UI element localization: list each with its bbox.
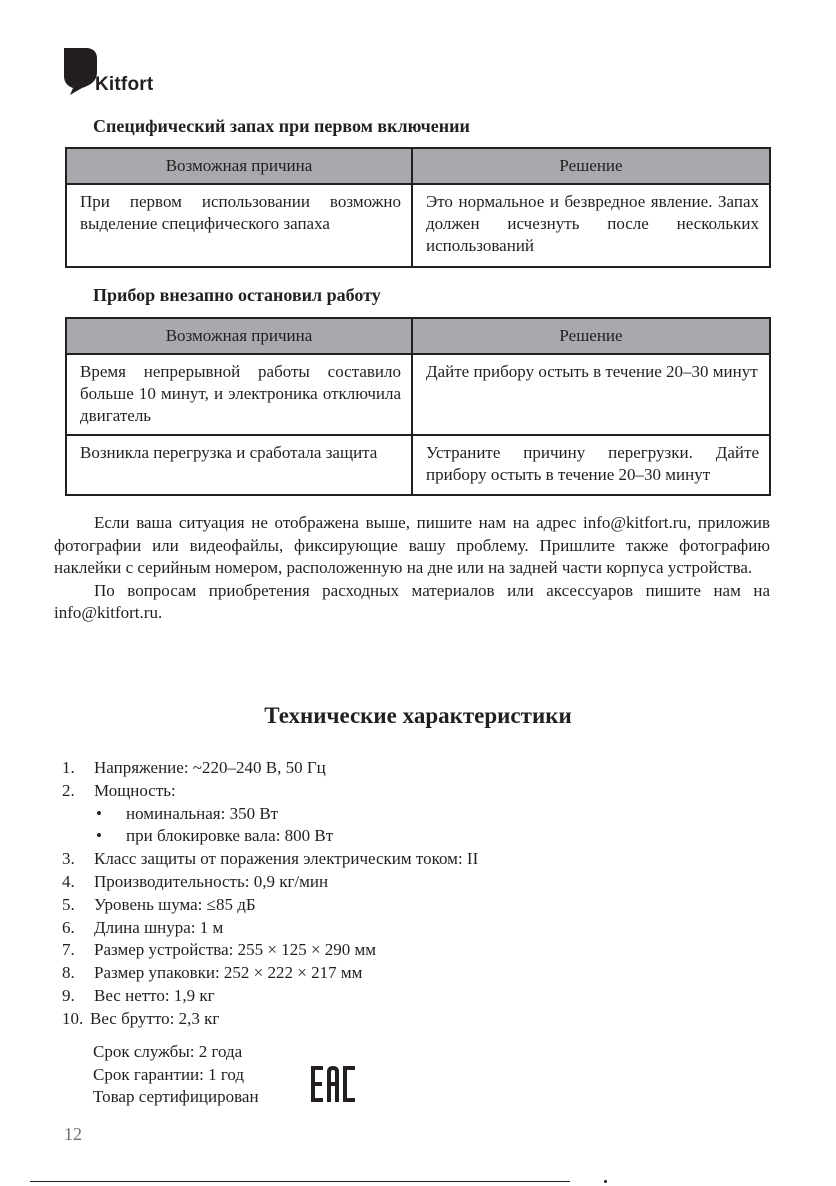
bullet-icon: • bbox=[96, 826, 102, 846]
list-item: • номинальная: 350 Вт bbox=[62, 803, 478, 826]
list-item: 9. Вес нетто: 1,9 кг bbox=[62, 985, 215, 1005]
cause-cell: Возникла перегрузка и сработала защита bbox=[66, 435, 412, 495]
cause-cell: Время непрерывной работы составило больше 10 минут, и электроника отключила двигатель bbox=[66, 354, 412, 435]
solution-cell: Это нормальное и безвредное явление. Запах должен исчезнуть после нескольких использований bbox=[412, 184, 770, 267]
list-item: 4. Производительность: 0,9 кг/мин bbox=[62, 871, 329, 891]
list-item: 5. Уровень шума: ≤85 дБ bbox=[62, 894, 256, 914]
warranty-text: Срок гарантии: 1 год bbox=[93, 1064, 245, 1084]
contact-paragraph: Если ваша ситуация не отображена выше, пишите нам на адрес info@kitfort.ru, приложив фотографии или видеофайлы, фиксирующие вашу проблему. Пришлите также фотографию наклейки с серийным номером, расположенную на дне или на задней части корпуса устройства. bbox=[54, 513, 770, 577]
divider bbox=[30, 1181, 570, 1182]
column-header-cause: Возможная причина bbox=[66, 318, 412, 354]
table-row bbox=[66, 435, 770, 495]
list-item: 8. Размер упаковки: 252 × 222 × 217 мм bbox=[62, 963, 363, 983]
cause-cell: При первом использовании возможно выделение специфического запаха bbox=[66, 184, 412, 267]
solution-cell: Дайте прибору остыть в течение 20–30 минут bbox=[412, 354, 770, 435]
divider-dot bbox=[604, 1180, 607, 1183]
specs-list bbox=[62, 757, 478, 1031]
brand-name: Kitfort bbox=[95, 74, 154, 95]
list-item: 1. Напряжение: ~220–240 В, 50 Гц bbox=[62, 758, 326, 777]
specs-heading: Технические характеристики bbox=[264, 703, 572, 728]
list-item: 2. Мощность: bbox=[62, 780, 176, 800]
table-header-row bbox=[66, 318, 770, 354]
list-item: 6. Длина шнура: 1 м bbox=[62, 917, 224, 937]
kitfort-logo-icon bbox=[64, 48, 98, 96]
service-life-text: Срок службы: 2 года bbox=[93, 1042, 243, 1061]
accessories-paragraph: По вопросам приобретения расходных материалов или аксессуаров пишите нам на info@kitfort.ru. bbox=[54, 580, 770, 622]
service-info bbox=[93, 1041, 259, 1109]
list-item: 3. Класс защиты от поражения электрическим током: II bbox=[62, 849, 479, 869]
column-header-cause: Возможная причина bbox=[66, 148, 412, 184]
table-header-row bbox=[66, 148, 770, 184]
list-item: 10. Вес брутто: 2,3 кг bbox=[62, 1008, 220, 1028]
brand-logo bbox=[64, 48, 244, 100]
section-title-smell: Специфический запах при первом включении bbox=[93, 116, 470, 136]
section-title-stopped: Прибор внезапно остановил работу bbox=[93, 285, 381, 305]
bullet-icon: • bbox=[96, 803, 102, 823]
certified-text: Товар сертифицирован bbox=[93, 1087, 259, 1106]
list-item: • при блокировке вала: 800 Вт bbox=[62, 825, 478, 848]
page-number: 12 bbox=[64, 1124, 82, 1144]
list-item: 7. Размер устройства: 255 × 125 × 290 мм bbox=[62, 940, 377, 960]
column-header-solution: Решение bbox=[412, 148, 770, 184]
contact-text bbox=[54, 512, 770, 625]
solution-cell: Устраните причину перегрузки. Дайте прибору остыть в течение 20–30 минут bbox=[412, 435, 770, 495]
troubleshooting-table-stopped bbox=[65, 317, 771, 496]
table-row bbox=[66, 184, 770, 267]
column-header-solution: Решение bbox=[412, 318, 770, 354]
troubleshooting-table-smell bbox=[65, 147, 771, 268]
eac-certification-icon bbox=[311, 1066, 355, 1102]
table-row bbox=[66, 354, 770, 435]
